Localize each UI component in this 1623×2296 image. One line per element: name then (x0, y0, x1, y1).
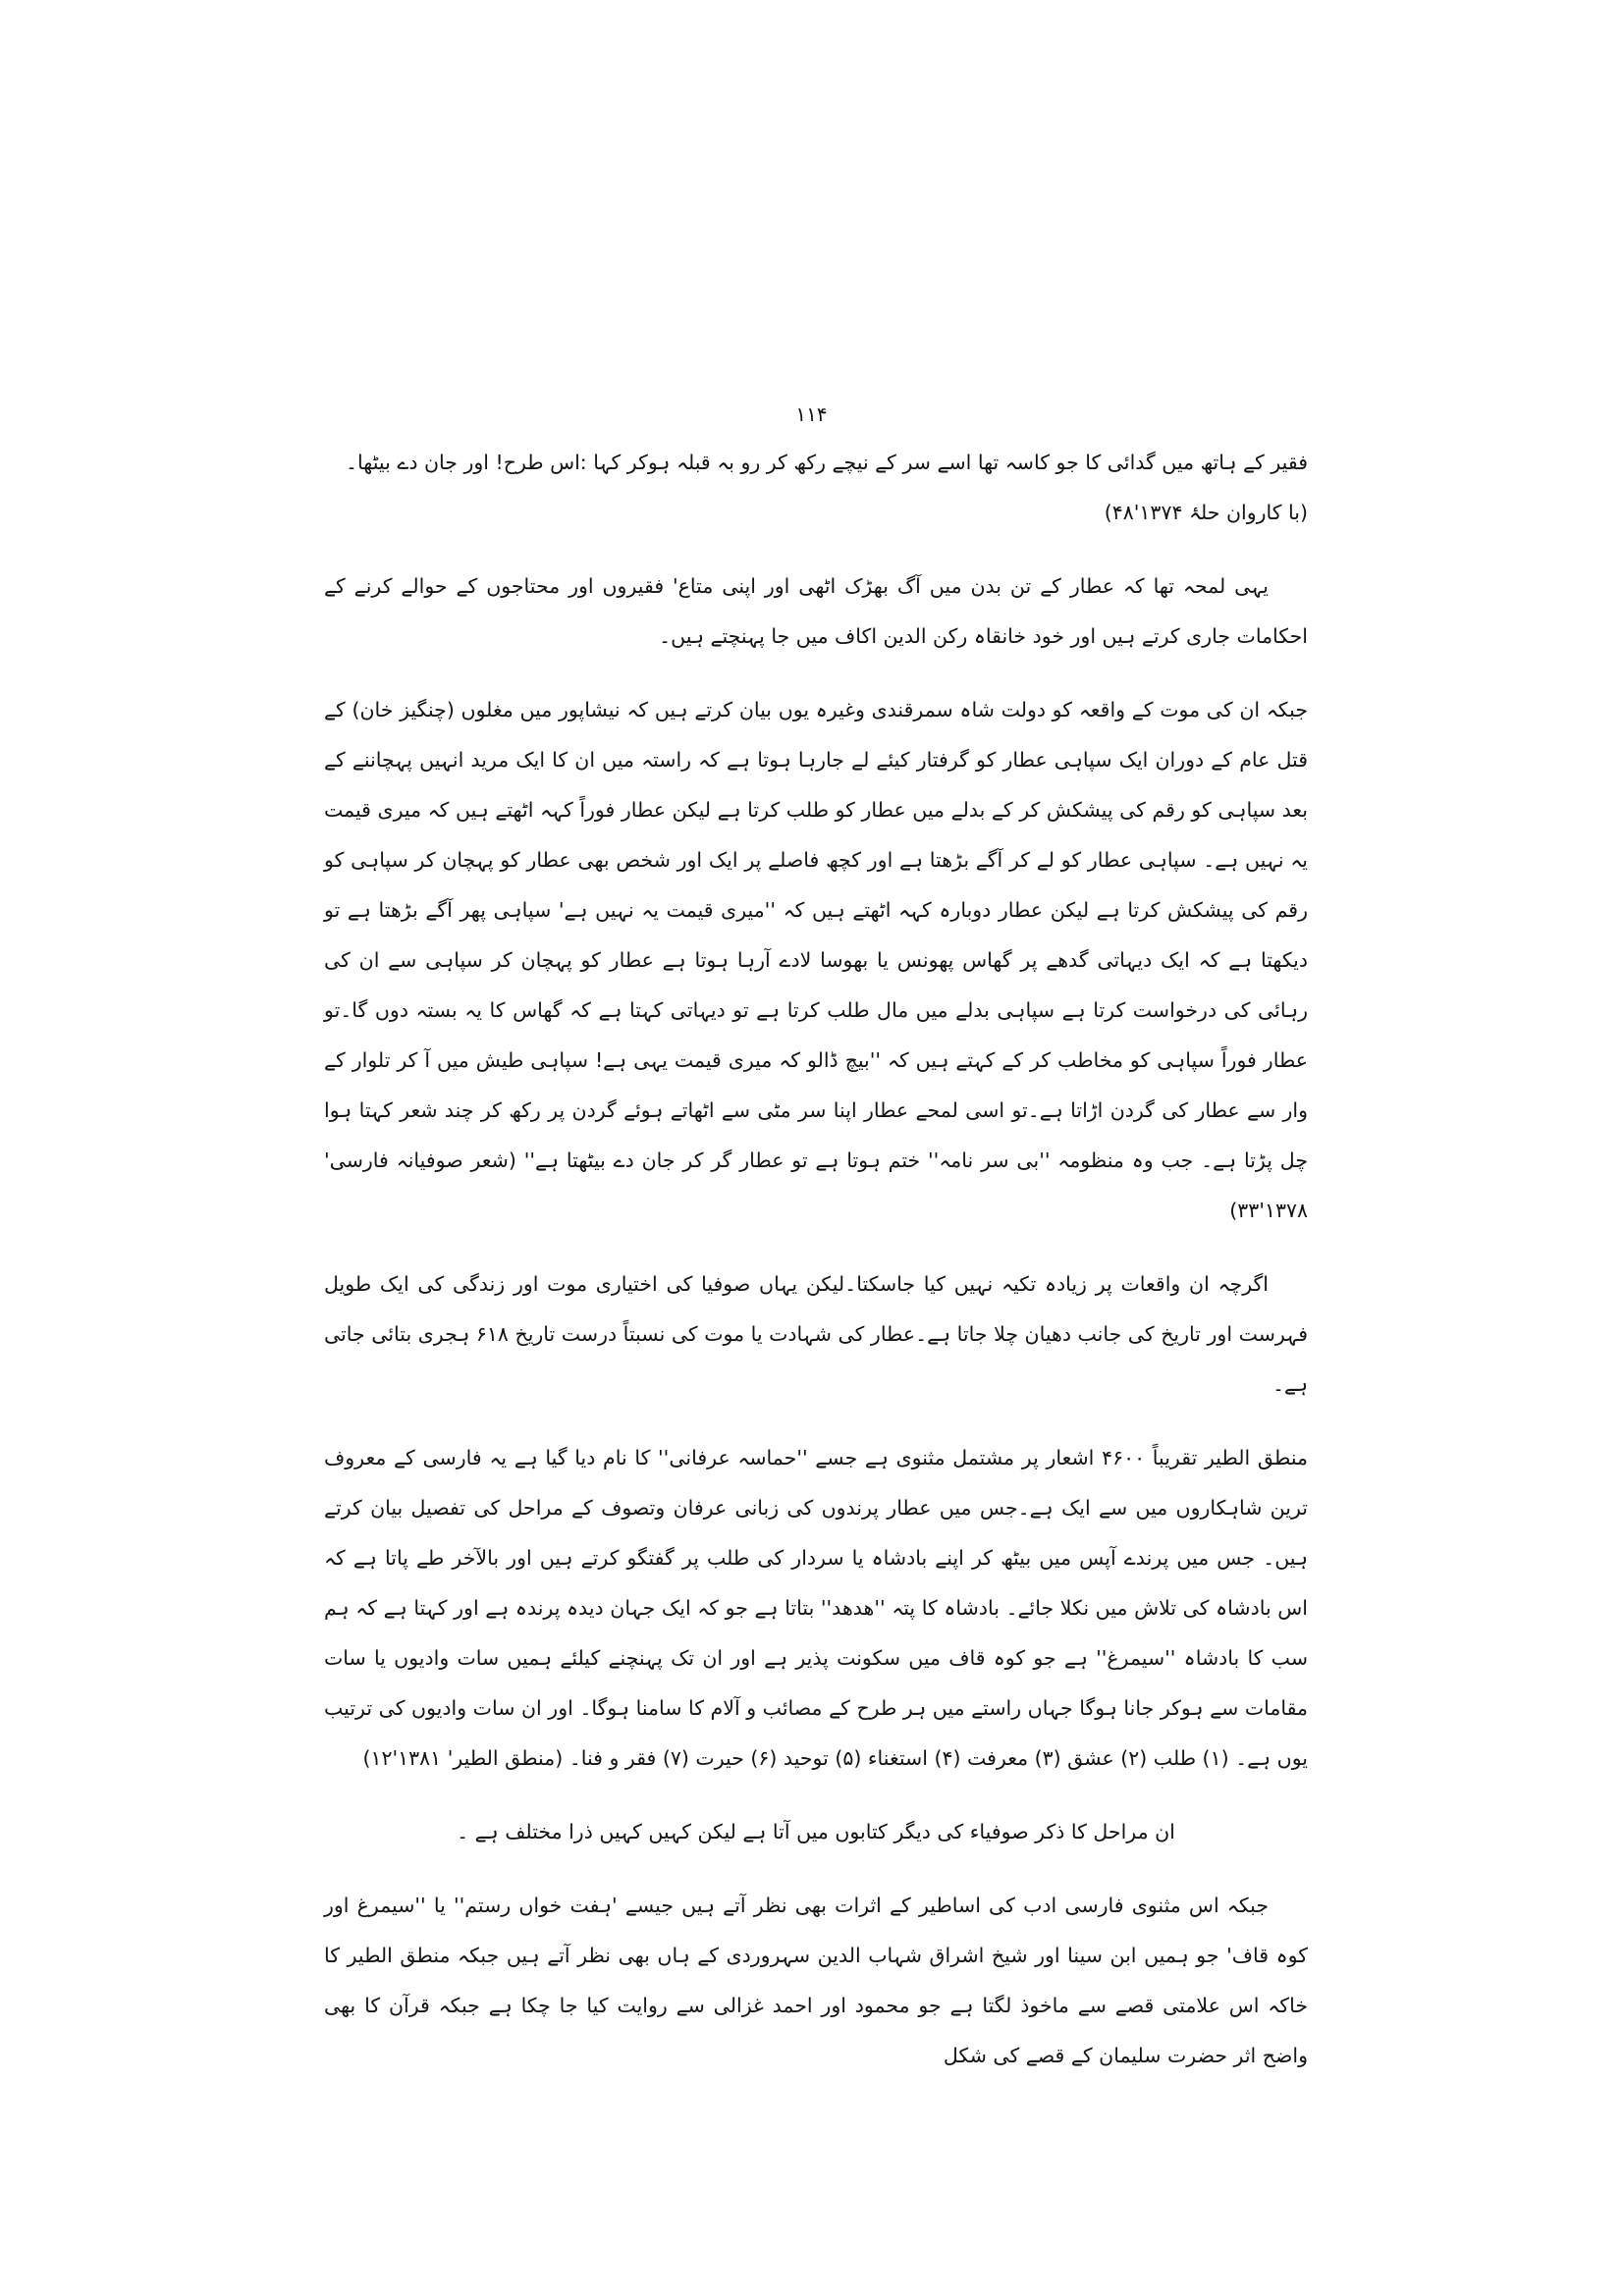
paragraph-1-text: فقیر کے ہاتھ میں گدائی کا جو کاسہ تھا اسے سر کے نیچے رکھ کر رو بہ قبلہ ہوکر کہا :اس طرح! اور جان دے بیٹھا۔ (346, 451, 1308, 474)
paragraph-4: اگرچہ ان واقعات پر زیادہ تکیہ نہیں کیا جاسکتا۔لیکن یہاں صوفیا کی اختیاری موت اور زندگی کی ایک طویل فہرست اور تاریخ کی جانب دھیان چلا جاتا ہے۔عطار کی شہادت یا موت کی نسبتاً درست تاریخ ۶۱۸ ہجری بتائی جاتی ہے۔ (324, 1272, 1308, 1396)
paragraph-1 (324, 438, 1308, 538)
paragraph-1-citation: (با کاروان حلۂ ۱۳۷۴'۴۸) (1104, 501, 1308, 524)
page-number: ۱۱۴ (795, 402, 828, 426)
paragraph-6: ان مراحل کا ذکر صوفیاء کی دیگر کتابوں میں آتا ہے لیکن کہیں کہیں ذرا مختلف ہے ۔ (457, 1820, 1175, 1843)
paragraph-3: جبکہ ان کی موت کے واقعہ کو دولت شاہ سمرقندی وغیرہ یوں بیان کرتے ہیں کہ نیشاپور میں مغلوں (چنگیز خان) کے قتل عام کے دوران ایک سپاہی عطار کو گرفتار کیئے لے جارہا ہوتا ہے کہ راستہ میں ان کا ایک مرید انہیں پہچاننے کے بعد سپاہی کو رقم کی پیشکش کر کے بدلے میں عطار کو طلب کرتا ہے لیکن عطار فوراً کہہ اٹھتے ہیں کہ میری قیمت یہ نہیں ہے۔ سپاہی عطار کو لے کر آگے بڑھتا ہے اور کچھ فاصلے پر ایک اور شخص بھی عطار کو پہچان کر سپاہی کو رقم کی پیشکش کرتا ہے لیکن عطار دوبارہ کہہ اٹھتے ہیں کہ ''میری قیمت یہ نہیں ہے' سپاہی پھر آگے بڑھتا ہے تو دیکھتا ہے کہ ایک دیہاتی گدھے پر گھاس پھونس یا بھوسا لادے آرہا ہوتا ہے عطار کو پہچان کر سپاہی سے ان کی رہائی کی درخواست کرتا ہے سپاہی بدلے میں مال طلب کرتا ہے تو دیہاتی کہتا ہے کہ گھاس کا یہ بستہ دوں گا۔تو عطار فوراً سپاہی کو مخاطب کر کے کہتے ہیں کہ ''بیچ ڈالو کہ میری قیمت یہی ہے! سپاہی طیش میں آ کر تلوار کے وار سے عطار کی گردن اڑاتا ہے۔تو اسی لمحے عطار اپنا سر مٹی سے اٹھاتے ہوئے گردن پر رکھ کر چند شعر کہتا ہوا چل پڑتا ہے۔ جب وہ منظومہ ''بی سر نامہ'' ختم ہوتا ہے تو عطار گر کر جان دے بیٹھتا ہے'' (شعر صوفیانہ فارسی' ۱۳۷۸'۳۳) (324, 698, 1308, 1222)
paragraph-2: یہی لمحہ تھا کہ عطار کے تن بدن میں آگ بھڑک اٹھی اور اپنی متاع' فقیروں اور محتاجوں کے حوالے کرنے کے احکامات جاری کرتے ہیں اور خود خانقاہ رکن الدین اکاف میں جا پہنچتے ہیں۔ (324, 574, 1308, 648)
body-text (324, 438, 1308, 2105)
paragraph-5: منطق الطیر تقریباً ۴۶۰۰ اشعار پر مشتمل مثنوی ہے جسے ''حماسہ عرفانی'' کا نام دیا گیا ہے یہ فارسی کے معروف ترین شاہکاروں میں سے ایک ہے۔جس میں عطار پرندوں کی زبانی عرفان وتصوف کے مراحل کی تفصیل بیان کرتے ہیں۔ جس میں پرندے آپس میں بیٹھ کر اپنے بادشاہ یا سردار کی طلب پر گفتگو کرتے ہیں اور بالآخر طے پاتا ہے کہ اس بادشاہ کی تلاش میں نکلا جائے۔ بادشاہ کا پتہ ''ھدھد'' بتاتا ہے جو کہ ایک جہان دیدہ پرندہ ہے اور کہتا ہے کہ ہم سب کا بادشاہ ''سیمرغ'' ہے جو کوہ قاف میں سکونت پذیر ہے اور ان تک پہنچنے کیلئے ہمیں سات وادیوں یا سات مقامات سے ہوکر جانا ہوگا جہاں راستے میں ہر طرح کے مصائب و آلام کا سامنا ہوگا۔ اور ان سات وادیوں کی ترتیب یوں ہے۔ (۱) طلب (۲) عشق (۳) معرفت (۴) استغناء (۵) توحید (۶) حیرت (۷) فقر و فنا۔ (منطق الطیر' ۱۳۸۱'۱۲) (324, 1446, 1308, 1770)
paragraph-7: جبکہ اس مثنوی فارسی ادب کی اساطیر کے اثرات بھی نظر آتے ہیں جیسے 'ہفت خواں رستم'' یا ''سیمرغ اور کوہ قاف' جو ہمیں ابن سینا اور شیخ اشراق شہاب الدین سہروردی کے ہاں بھی نظر آتے ہیں جبکہ منطق الطیر کا خاکہ اس علامتی قصے سے ماخوذ لگتا ہے جو محمود اور احمد غزالی سے روایت کیا جا چکا ہے جبکہ قرآن کا بھی واضح اثر حضرت سلیمان کے قصے کی شکل (324, 1894, 1308, 2067)
